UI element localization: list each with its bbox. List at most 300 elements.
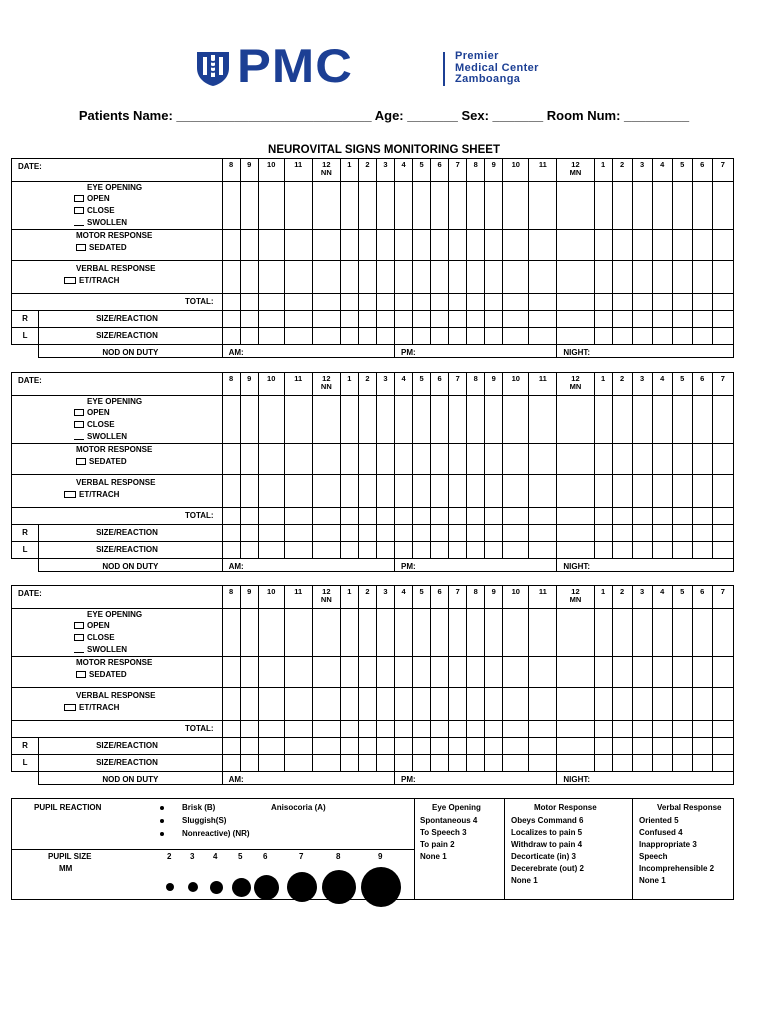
entry-cell[interactable] (449, 311, 467, 328)
entry-cell[interactable] (340, 525, 358, 542)
entry-cell[interactable] (557, 738, 594, 755)
entry-cell[interactable] (358, 311, 376, 328)
entry-cell[interactable] (557, 444, 594, 475)
entry-cell[interactable] (222, 261, 240, 294)
entry-cell[interactable] (485, 508, 503, 525)
entry-cell[interactable] (222, 688, 240, 721)
entry-cell[interactable] (485, 396, 503, 444)
entry-cell[interactable] (557, 755, 594, 772)
entry-cell[interactable] (395, 688, 413, 721)
entry-cell[interactable] (431, 475, 449, 508)
entry-cell[interactable] (712, 444, 733, 475)
entry-cell[interactable] (431, 396, 449, 444)
entry-cell[interactable] (692, 508, 712, 525)
entry-cell[interactable] (692, 755, 712, 772)
entry-cell[interactable] (340, 609, 358, 657)
entry-cell[interactable] (467, 261, 485, 294)
entry-cell[interactable] (612, 182, 632, 230)
entry-cell[interactable] (485, 609, 503, 657)
entry-cell[interactable] (485, 475, 503, 508)
entry-cell[interactable] (340, 738, 358, 755)
entry-cell[interactable] (692, 475, 712, 508)
entry-cell[interactable] (594, 657, 612, 688)
entry-cell[interactable] (340, 230, 358, 261)
entry-cell[interactable] (692, 721, 712, 738)
entry-cell[interactable] (358, 609, 376, 657)
entry-cell[interactable] (557, 475, 594, 508)
entry-cell[interactable] (358, 755, 376, 772)
entry-cell[interactable] (612, 525, 632, 542)
entry-cell[interactable] (485, 657, 503, 688)
entry-cell[interactable] (449, 261, 467, 294)
entry-cell[interactable] (529, 444, 557, 475)
entry-cell[interactable] (652, 738, 672, 755)
entry-cell[interactable] (395, 182, 413, 230)
entry-cell[interactable] (240, 311, 258, 328)
entry-cell[interactable] (594, 525, 612, 542)
entry-cell[interactable] (529, 475, 557, 508)
entry-cell[interactable] (312, 755, 340, 772)
entry-cell[interactable] (672, 475, 692, 508)
entry-cell[interactable] (529, 542, 557, 559)
entry-cell[interactable] (672, 230, 692, 261)
entry-cell[interactable] (222, 738, 240, 755)
entry-cell[interactable] (449, 328, 467, 345)
entry-cell[interactable] (312, 230, 340, 261)
entry-cell[interactable] (503, 755, 529, 772)
entry-cell[interactable] (431, 721, 449, 738)
entry-cell[interactable] (284, 755, 312, 772)
night-shift-field[interactable]: NIGHT: (557, 559, 734, 572)
entry-cell[interactable] (449, 721, 467, 738)
entry-cell[interactable] (485, 755, 503, 772)
entry-cell[interactable] (503, 525, 529, 542)
entry-cell[interactable] (376, 444, 394, 475)
entry-cell[interactable] (672, 688, 692, 721)
entry-cell[interactable] (284, 475, 312, 508)
entry-cell[interactable] (652, 230, 672, 261)
entry-cell[interactable] (240, 294, 258, 311)
entry-cell[interactable] (340, 182, 358, 230)
entry-cell[interactable] (594, 311, 612, 328)
entry-cell[interactable] (240, 230, 258, 261)
sedated-checkbox[interactable] (76, 671, 86, 678)
entry-cell[interactable] (222, 755, 240, 772)
entry-cell[interactable] (395, 396, 413, 444)
entry-cell[interactable] (594, 444, 612, 475)
entry-cell[interactable] (632, 721, 652, 738)
entry-cell[interactable] (340, 688, 358, 721)
entry-cell[interactable] (358, 261, 376, 294)
entry-cell[interactable] (413, 311, 431, 328)
entry-cell[interactable] (692, 525, 712, 542)
entry-cell[interactable] (358, 294, 376, 311)
close-checkbox[interactable] (74, 634, 84, 641)
entry-cell[interactable] (485, 525, 503, 542)
entry-cell[interactable] (431, 738, 449, 755)
entry-cell[interactable] (503, 688, 529, 721)
entry-cell[interactable] (594, 182, 612, 230)
entry-cell[interactable] (712, 657, 733, 688)
entry-cell[interactable] (312, 396, 340, 444)
entry-cell[interactable] (692, 230, 712, 261)
entry-cell[interactable] (712, 609, 733, 657)
entry-cell[interactable] (222, 396, 240, 444)
entry-cell[interactable] (358, 328, 376, 345)
entry-cell[interactable] (467, 508, 485, 525)
entry-cell[interactable] (652, 508, 672, 525)
entry-cell[interactable] (632, 688, 652, 721)
entry-cell[interactable] (449, 508, 467, 525)
entry-cell[interactable] (652, 657, 672, 688)
entry-cell[interactable] (222, 182, 240, 230)
entry-cell[interactable] (712, 525, 733, 542)
entry-cell[interactable] (312, 609, 340, 657)
entry-cell[interactable] (240, 542, 258, 559)
entry-cell[interactable] (612, 328, 632, 345)
entry-cell[interactable] (413, 182, 431, 230)
entry-cell[interactable] (557, 396, 594, 444)
entry-cell[interactable] (413, 542, 431, 559)
entry-cell[interactable] (395, 609, 413, 657)
entry-cell[interactable] (467, 525, 485, 542)
entry-cell[interactable] (222, 609, 240, 657)
entry-cell[interactable] (632, 657, 652, 688)
entry-cell[interactable] (557, 261, 594, 294)
entry-cell[interactable] (612, 508, 632, 525)
et-trach-checkbox[interactable] (64, 704, 76, 711)
entry-cell[interactable] (692, 609, 712, 657)
entry-cell[interactable] (485, 261, 503, 294)
entry-cell[interactable] (557, 688, 594, 721)
entry-cell[interactable] (672, 261, 692, 294)
swollen-checkbox[interactable] (74, 219, 84, 226)
entry-cell[interactable] (557, 311, 594, 328)
entry-cell[interactable] (413, 738, 431, 755)
entry-cell[interactable] (413, 261, 431, 294)
entry-cell[interactable] (376, 755, 394, 772)
entry-cell[interactable] (413, 755, 431, 772)
entry-cell[interactable] (240, 261, 258, 294)
entry-cell[interactable] (240, 657, 258, 688)
entry-cell[interactable] (449, 396, 467, 444)
entry-cell[interactable] (712, 475, 733, 508)
entry-cell[interactable] (222, 230, 240, 261)
entry-cell[interactable] (395, 328, 413, 345)
entry-cell[interactable] (312, 328, 340, 345)
entry-cell[interactable] (340, 657, 358, 688)
entry-cell[interactable] (222, 294, 240, 311)
am-shift-field[interactable]: AM: (222, 559, 394, 572)
entry-cell[interactable] (503, 475, 529, 508)
entry-cell[interactable] (594, 721, 612, 738)
entry-cell[interactable] (284, 657, 312, 688)
entry-cell[interactable] (652, 475, 672, 508)
entry-cell[interactable] (258, 294, 284, 311)
entry-cell[interactable] (376, 261, 394, 294)
entry-cell[interactable] (652, 182, 672, 230)
entry-cell[interactable] (557, 328, 594, 345)
entry-cell[interactable] (503, 261, 529, 294)
entry-cell[interactable] (258, 182, 284, 230)
entry-cell[interactable] (652, 328, 672, 345)
entry-cell[interactable] (284, 738, 312, 755)
entry-cell[interactable] (395, 311, 413, 328)
open-checkbox[interactable] (74, 409, 84, 416)
entry-cell[interactable] (529, 311, 557, 328)
entry-cell[interactable] (431, 657, 449, 688)
entry-cell[interactable] (358, 475, 376, 508)
entry-cell[interactable] (503, 294, 529, 311)
entry-cell[interactable] (612, 230, 632, 261)
entry-cell[interactable] (467, 688, 485, 721)
entry-cell[interactable] (240, 328, 258, 345)
entry-cell[interactable] (503, 396, 529, 444)
entry-cell[interactable] (312, 294, 340, 311)
entry-cell[interactable] (632, 542, 652, 559)
swollen-checkbox[interactable] (74, 646, 84, 653)
entry-cell[interactable] (376, 396, 394, 444)
entry-cell[interactable] (612, 311, 632, 328)
entry-cell[interactable] (395, 657, 413, 688)
entry-cell[interactable] (312, 311, 340, 328)
entry-cell[interactable] (503, 328, 529, 345)
entry-cell[interactable] (413, 609, 431, 657)
entry-cell[interactable] (358, 721, 376, 738)
entry-cell[interactable] (712, 294, 733, 311)
entry-cell[interactable] (358, 688, 376, 721)
entry-cell[interactable] (557, 609, 594, 657)
entry-cell[interactable] (413, 508, 431, 525)
entry-cell[interactable] (258, 738, 284, 755)
close-checkbox[interactable] (74, 207, 84, 214)
entry-cell[interactable] (284, 230, 312, 261)
swollen-checkbox[interactable] (74, 433, 84, 440)
entry-cell[interactable] (672, 721, 692, 738)
entry-cell[interactable] (413, 657, 431, 688)
entry-cell[interactable] (467, 721, 485, 738)
entry-cell[interactable] (485, 738, 503, 755)
entry-cell[interactable] (503, 738, 529, 755)
entry-cell[interactable] (395, 542, 413, 559)
entry-cell[interactable] (258, 444, 284, 475)
entry-cell[interactable] (503, 182, 529, 230)
sedated-checkbox[interactable] (76, 458, 86, 465)
entry-cell[interactable] (395, 738, 413, 755)
entry-cell[interactable] (240, 444, 258, 475)
sedated-checkbox[interactable] (76, 244, 86, 251)
entry-cell[interactable] (467, 657, 485, 688)
entry-cell[interactable] (449, 609, 467, 657)
entry-cell[interactable] (222, 444, 240, 475)
entry-cell[interactable] (692, 328, 712, 345)
entry-cell[interactable] (449, 444, 467, 475)
entry-cell[interactable] (712, 396, 733, 444)
entry-cell[interactable] (376, 311, 394, 328)
entry-cell[interactable] (358, 230, 376, 261)
entry-cell[interactable] (222, 525, 240, 542)
entry-cell[interactable] (529, 738, 557, 755)
entry-cell[interactable] (485, 230, 503, 261)
entry-cell[interactable] (485, 688, 503, 721)
entry-cell[interactable] (376, 294, 394, 311)
entry-cell[interactable] (449, 182, 467, 230)
entry-cell[interactable] (358, 444, 376, 475)
entry-cell[interactable] (594, 755, 612, 772)
entry-cell[interactable] (692, 688, 712, 721)
entry-cell[interactable] (467, 328, 485, 345)
entry-cell[interactable] (594, 230, 612, 261)
entry-cell[interactable] (284, 609, 312, 657)
entry-cell[interactable] (557, 294, 594, 311)
entry-cell[interactable] (632, 475, 652, 508)
entry-cell[interactable] (413, 328, 431, 345)
pm-shift-field[interactable]: PM: (395, 772, 557, 785)
entry-cell[interactable] (529, 609, 557, 657)
entry-cell[interactable] (240, 508, 258, 525)
entry-cell[interactable] (284, 261, 312, 294)
entry-cell[interactable] (467, 444, 485, 475)
entry-cell[interactable] (340, 311, 358, 328)
entry-cell[interactable] (376, 230, 394, 261)
entry-cell[interactable] (712, 738, 733, 755)
entry-cell[interactable] (431, 609, 449, 657)
entry-cell[interactable] (312, 525, 340, 542)
entry-cell[interactable] (431, 444, 449, 475)
entry-cell[interactable] (672, 508, 692, 525)
entry-cell[interactable] (449, 657, 467, 688)
entry-cell[interactable] (258, 755, 284, 772)
entry-cell[interactable] (672, 328, 692, 345)
entry-cell[interactable] (557, 230, 594, 261)
entry-cell[interactable] (557, 508, 594, 525)
entry-cell[interactable] (413, 294, 431, 311)
entry-cell[interactable] (413, 525, 431, 542)
entry-cell[interactable] (358, 525, 376, 542)
entry-cell[interactable] (340, 508, 358, 525)
entry-cell[interactable] (557, 182, 594, 230)
entry-cell[interactable] (594, 508, 612, 525)
entry-cell[interactable] (529, 328, 557, 345)
entry-cell[interactable] (712, 755, 733, 772)
entry-cell[interactable] (594, 542, 612, 559)
entry-cell[interactable] (652, 261, 672, 294)
entry-cell[interactable] (358, 396, 376, 444)
entry-cell[interactable] (395, 261, 413, 294)
entry-cell[interactable] (431, 261, 449, 294)
entry-cell[interactable] (672, 444, 692, 475)
entry-cell[interactable] (612, 721, 632, 738)
entry-cell[interactable] (612, 444, 632, 475)
entry-cell[interactable] (652, 294, 672, 311)
entry-cell[interactable] (284, 396, 312, 444)
entry-cell[interactable] (449, 294, 467, 311)
entry-cell[interactable] (312, 542, 340, 559)
entry-cell[interactable] (594, 294, 612, 311)
entry-cell[interactable] (503, 444, 529, 475)
entry-cell[interactable] (258, 657, 284, 688)
entry-cell[interactable] (312, 688, 340, 721)
entry-cell[interactable] (485, 328, 503, 345)
entry-cell[interactable] (632, 444, 652, 475)
entry-cell[interactable] (467, 294, 485, 311)
entry-cell[interactable] (612, 396, 632, 444)
entry-cell[interactable] (413, 475, 431, 508)
entry-cell[interactable] (692, 444, 712, 475)
entry-cell[interactable] (612, 294, 632, 311)
pm-shift-field[interactable]: PM: (395, 345, 557, 358)
entry-cell[interactable] (449, 542, 467, 559)
entry-cell[interactable] (312, 738, 340, 755)
entry-cell[interactable] (376, 508, 394, 525)
am-shift-field[interactable]: AM: (222, 772, 394, 785)
entry-cell[interactable] (431, 508, 449, 525)
entry-cell[interactable] (652, 688, 672, 721)
entry-cell[interactable] (557, 542, 594, 559)
entry-cell[interactable] (712, 508, 733, 525)
entry-cell[interactable] (376, 721, 394, 738)
entry-cell[interactable] (376, 688, 394, 721)
entry-cell[interactable] (284, 294, 312, 311)
entry-cell[interactable] (413, 396, 431, 444)
entry-cell[interactable] (222, 328, 240, 345)
entry-cell[interactable] (692, 738, 712, 755)
entry-cell[interactable] (358, 542, 376, 559)
am-shift-field[interactable]: AM: (222, 345, 394, 358)
entry-cell[interactable] (503, 657, 529, 688)
entry-cell[interactable] (312, 261, 340, 294)
entry-cell[interactable] (376, 328, 394, 345)
entry-cell[interactable] (358, 182, 376, 230)
entry-cell[interactable] (376, 542, 394, 559)
entry-cell[interactable] (258, 542, 284, 559)
entry-cell[interactable] (652, 396, 672, 444)
entry-cell[interactable] (612, 609, 632, 657)
night-shift-field[interactable]: NIGHT: (557, 345, 734, 358)
entry-cell[interactable] (376, 182, 394, 230)
entry-cell[interactable] (529, 721, 557, 738)
entry-cell[interactable] (340, 444, 358, 475)
entry-cell[interactable] (652, 721, 672, 738)
entry-cell[interactable] (467, 182, 485, 230)
entry-cell[interactable] (485, 294, 503, 311)
entry-cell[interactable] (594, 396, 612, 444)
entry-cell[interactable] (692, 396, 712, 444)
entry-cell[interactable] (652, 525, 672, 542)
close-checkbox[interactable] (74, 421, 84, 428)
entry-cell[interactable] (503, 311, 529, 328)
entry-cell[interactable] (284, 311, 312, 328)
entry-cell[interactable] (672, 525, 692, 542)
entry-cell[interactable] (340, 294, 358, 311)
entry-cell[interactable] (340, 396, 358, 444)
entry-cell[interactable] (395, 525, 413, 542)
entry-cell[interactable] (467, 230, 485, 261)
entry-cell[interactable] (594, 688, 612, 721)
entry-cell[interactable] (395, 721, 413, 738)
entry-cell[interactable] (692, 311, 712, 328)
entry-cell[interactable] (612, 657, 632, 688)
entry-cell[interactable] (258, 328, 284, 345)
entry-cell[interactable] (612, 475, 632, 508)
entry-cell[interactable] (485, 542, 503, 559)
entry-cell[interactable] (485, 444, 503, 475)
entry-cell[interactable] (312, 657, 340, 688)
entry-cell[interactable] (449, 230, 467, 261)
entry-cell[interactable] (376, 475, 394, 508)
entry-cell[interactable] (395, 230, 413, 261)
entry-cell[interactable] (712, 721, 733, 738)
